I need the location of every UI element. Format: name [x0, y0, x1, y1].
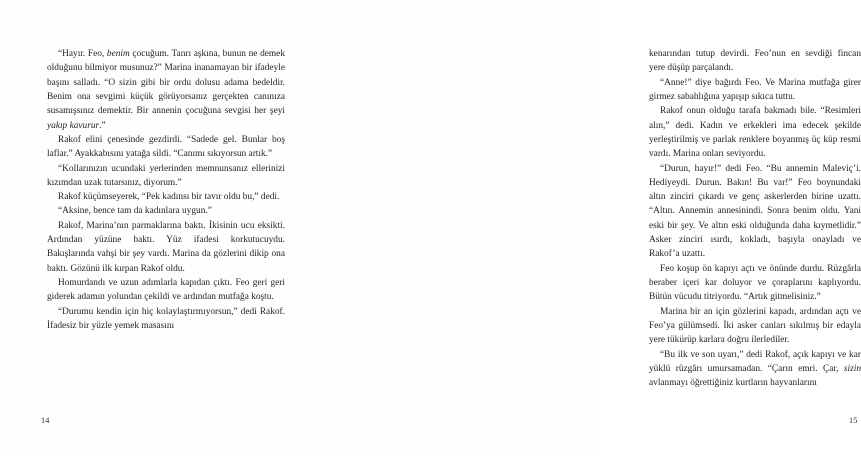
italic-emphasis: benim [106, 49, 130, 59]
left-page-textblock [47, 47, 285, 333]
paragraph: kenarından tutup devirdi. Feo’nun en sevdiği fincan yere düşüp parçalandı. [649, 49, 861, 74]
paragraph: Rakof onun olduğu tarafa bakmadı bile. “Resimleri alın,” dedi. Kadın ve erkekleri ima edecek şekilde yerleştirilmiş ve parlak renklere boyanmış üç küp resmi vardı. Marina onları seviyordu. [649, 106, 861, 160]
page-number-left: 14 [41, 416, 50, 425]
paragraph [649, 348, 861, 391]
right-page [300, 0, 861, 456]
paragraph: “Kollarınızın ucundaki yerlerinden memnunsanız ellerinizi kızımdan uzak tutarsınız, diyorum.” [47, 163, 285, 188]
paragraph: Rakof elini çenesinde gezdirdi. “Sadede gel. Bunlar boş laflar.” Ayakkabısını yatağa sildi. “Canımı sıkıyorsun artık.” [47, 134, 285, 160]
paragraph: “Durun, hayır!” dedi Feo. “Bu annemin Maleviç’i. Hediyeydi. Durun. Bakın! Bu var!” Feo boynundaki altın zinciri çıkardı ve genç askerlerden birine uzattı. “Altın. Annemin annesinindi. Sonra benim oldu. Yani eski bir şey. Ve altın eski olduğunda daha kıymetlidir.” Asker zinciri ısırdı, kokladı, başıyla onayladı ve Rakof’a uzattı. [649, 163, 861, 260]
paragraph: Marina bir an için gözlerini kapadı, ardından açtı ve Feo’ya gülümsedi. İki asker canları sıkılmış bir edayla yere tükürüp karlara doğru ilerlediler. [649, 306, 861, 346]
paragraph-text: çocuğum. Tanrı aşkına, bunun ne demek olduğunu bilmiyor musunuz?” Marina inanamayan bir ifadeyle başını salladı. “O sizin gibi bir ordu dolusu adama bedeldir. Benim ona sevgimi küçük görüyorsanız gerçekten canınıza susamışsınız demektir. Bir annenin çocuğuna sevgisi her şeyi [47, 49, 286, 117]
paragraph: “Anne!” diye bağırdı Feo. Ve Marina mutfağa girer girmez sabahlığına yapışıp sıkıca tuttu. [649, 77, 861, 102]
italic-emphasis: sizin [843, 363, 861, 374]
paragraph: Homurdandı ve uzun adımlarla kapıdan çıktı. Feo geri geri giderek adamın yolundan çekildi ve ardından mutfağa koştu. [47, 278, 285, 303]
paragraph: Rakof, Marina’nın parmaklarına baktı. İkisinin ucu eksikti. Ardından yüzüne baktı. Yüz ifadesi korkutucuydu. Bakışlarında vahşi bir şey vardı. Marina da gözlerini dikip ona baktı. Gözünü ilk kırpan Rakof oldu. [47, 220, 285, 274]
page-number-right: 15 [849, 416, 858, 425]
paragraph: Feo koşup ön kapıyı açtı ve önünde durdu. Rüzgârla beraber içeri kar doluyor ve çoraplarını kaplıyordu. Bütün vücudu titriyordu. “Artık gitmelisiniz.” [649, 263, 861, 303]
paragraph: Rakof küçümseyerek, “Pek kadınsı bir tavır oldu bu,” dedi. [58, 192, 280, 203]
left-page [0, 0, 300, 456]
paragraph [47, 47, 285, 133]
paragraph-text: avlanmayı öğrettiğiniz kurtların hayvanlarını [649, 378, 817, 389]
paragraph-text: “Hayır. Feo, [58, 49, 107, 59]
paragraph: “Durumu kendin için hiç kolaylaştırmıyorsun,” dedi Rakof. İfadesiz bir yüzle yemek masasını [47, 306, 285, 331]
paragraph: “Aksine, bence tam da kadınlara uygun.” [58, 206, 212, 217]
paragraph-text: “Bu ilk ve son uyarı,” dedi Rakof, açık kapıyı ve kar yüklü rüzgârı umursamadan. “Çarın emri. Çar, [649, 349, 861, 374]
italic-emphasis: yakıp kavurur [47, 120, 100, 131]
right-page-textblock [649, 47, 861, 391]
paragraph-text: .” [99, 120, 106, 131]
